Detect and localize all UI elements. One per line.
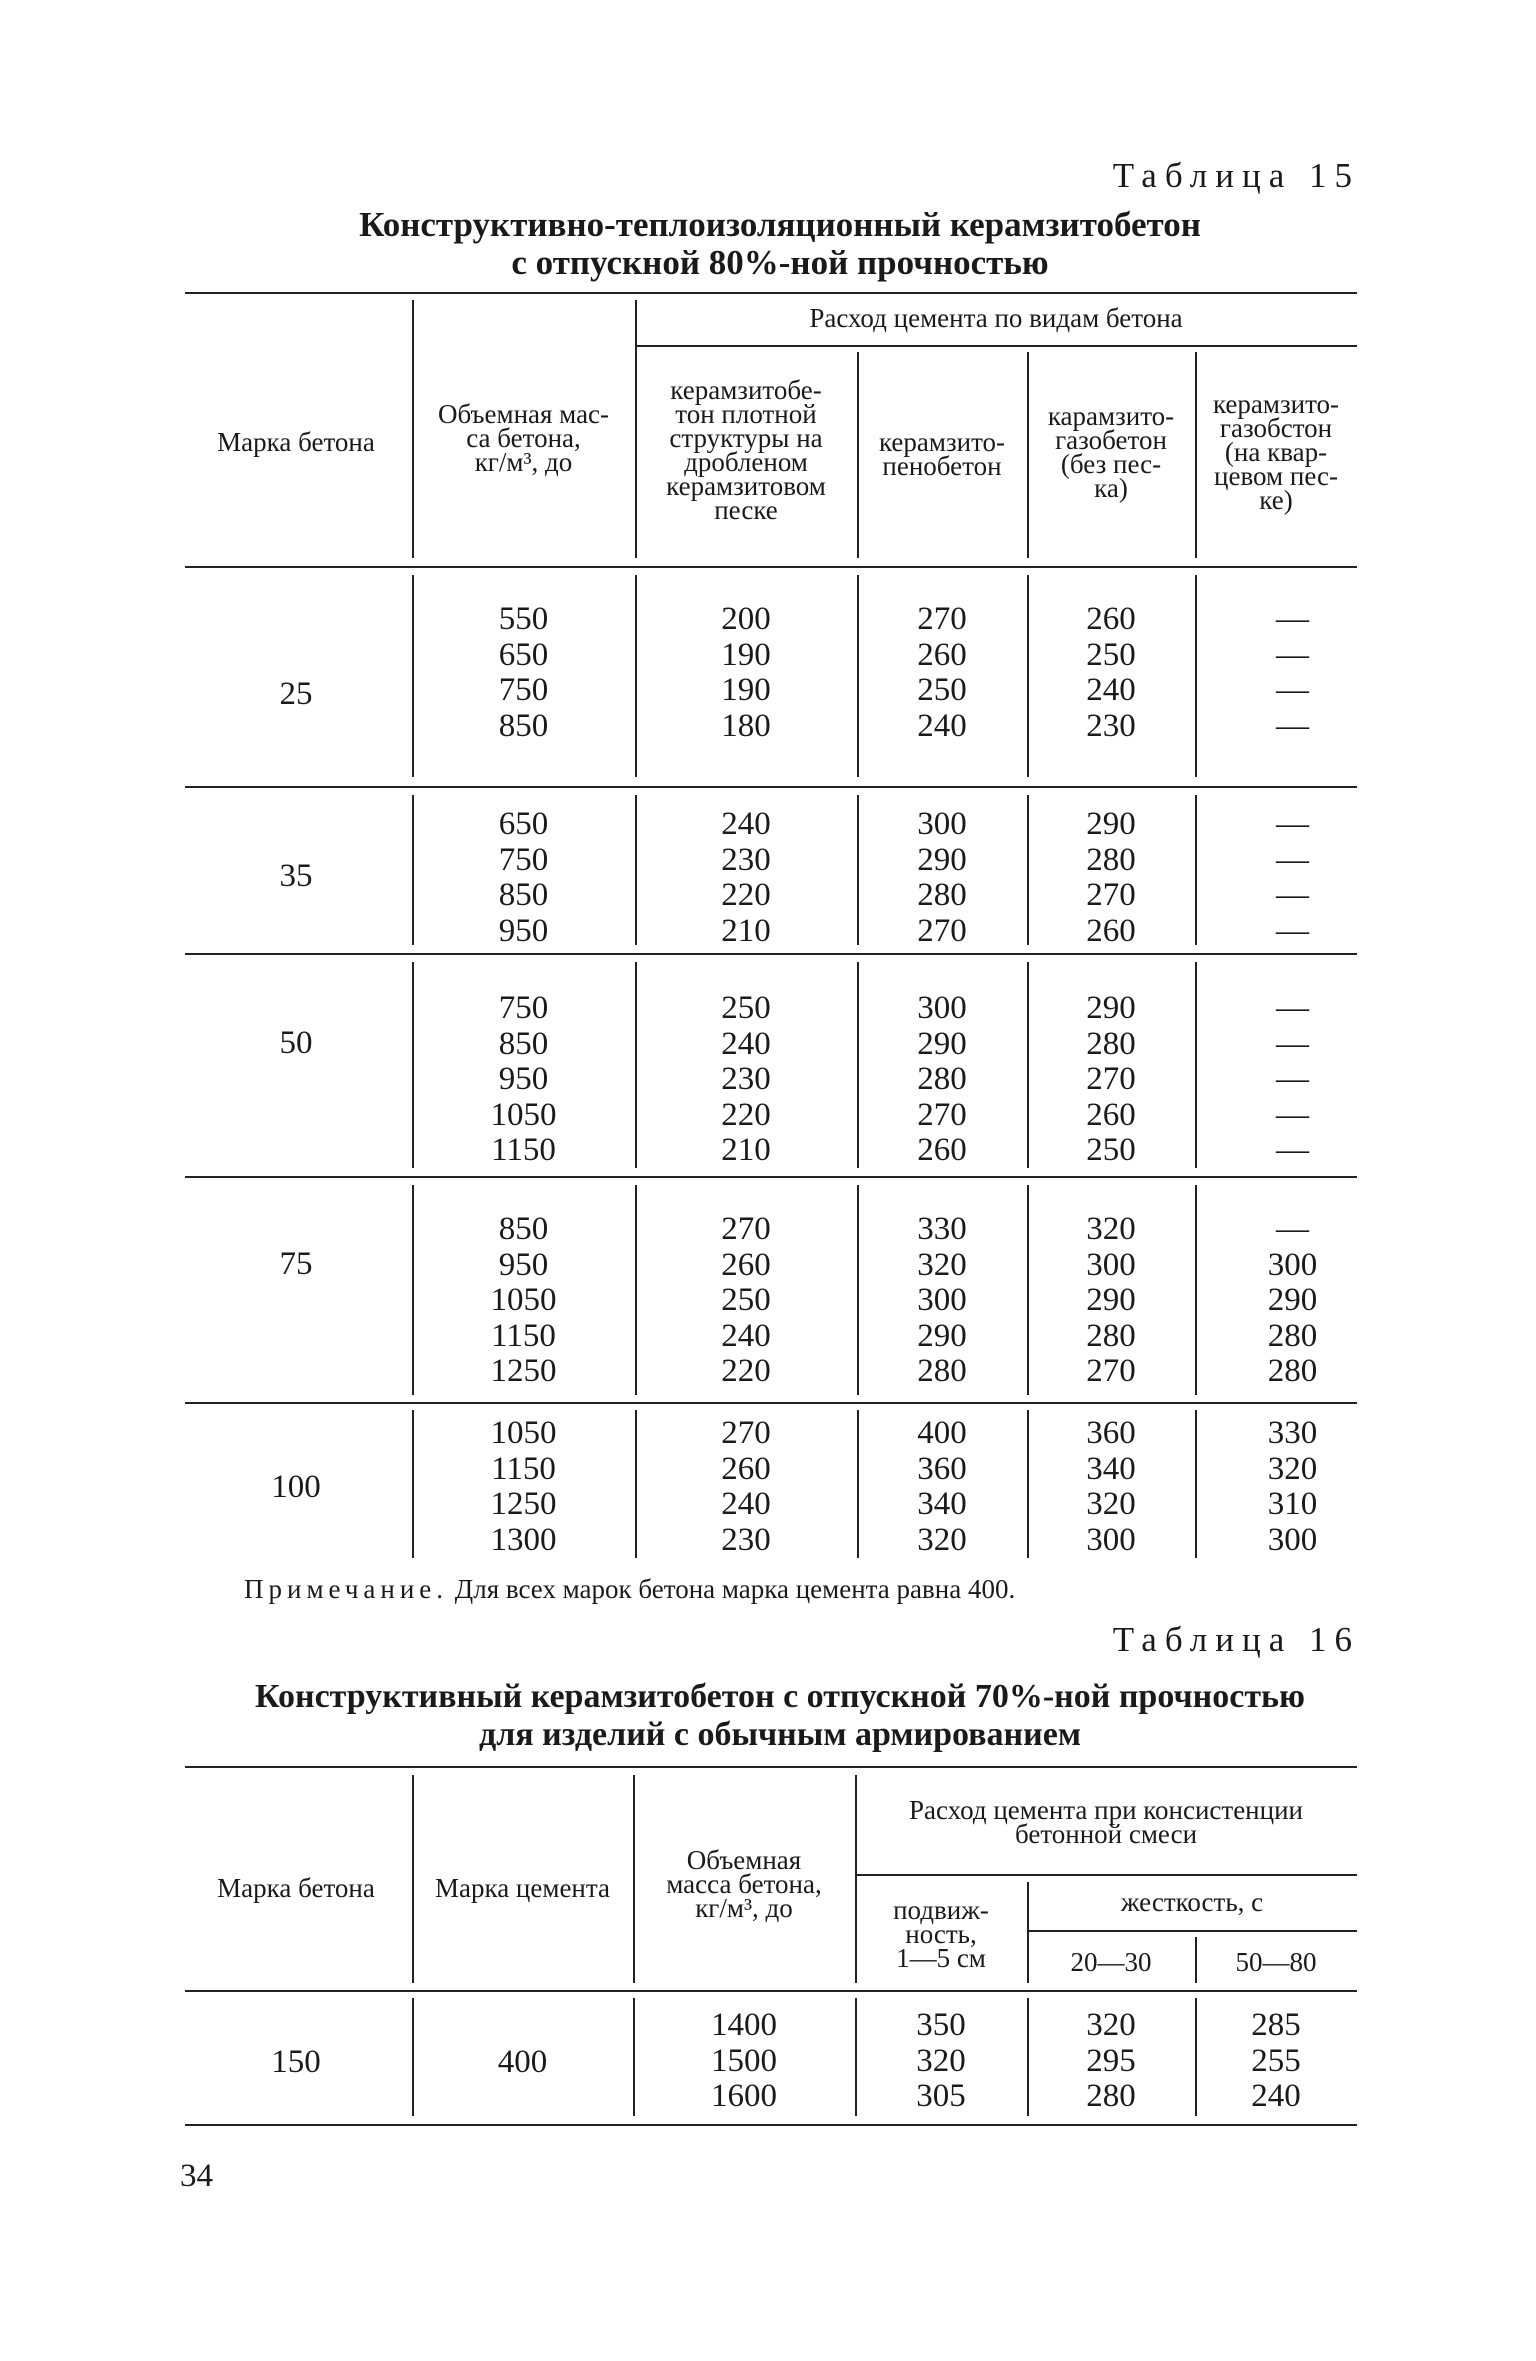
- table-15-header-rule: [185, 566, 1357, 568]
- table-16-header-stiffness-20-30: 20—30: [1070, 1947, 1152, 1977]
- table-15-g50-col-2: 300 290 280 270 260: [917, 990, 967, 1168]
- table-15-header-col-3: карамзито- газобетон (без пес- ка): [1047, 401, 1175, 503]
- table-16-stiffness-50-80: 285 255 240: [1251, 2007, 1301, 2114]
- table-15-g35-col-1: 240 230 220 210: [721, 806, 771, 949]
- table-15-header-col-4: керамзито- газобстон (на квар- цевом пес- ке): [1212, 389, 1340, 515]
- table-15-title-line-2: с отпускной 80%-ной прочностью: [511, 243, 1049, 282]
- table-15-grade-35: 35: [279, 858, 313, 894]
- table-15-g75-col-1: 270 260 250 240 220: [721, 1211, 771, 1389]
- table-15-note: [244, 1574, 1394, 1605]
- table-15-g25-col-1: 200 190 190 180: [721, 601, 771, 744]
- table-16-header-rule: [185, 1990, 1357, 1992]
- table-15-g25-col-4: — — — —: [1276, 601, 1309, 744]
- table-15-label: Таблица 15: [1112, 156, 1360, 195]
- table-15-g35-mass: 650 750 850 950: [498, 806, 549, 949]
- table-15-g100-mass: 1050 1150 1250 1300: [490, 1415, 557, 1558]
- table-15-header-mass: Объемная мас- са бетона, кг/м³, до: [437, 399, 610, 477]
- table-15-g50-mass: 750 850 950 1050 1150: [490, 990, 557, 1168]
- table-15-top-rule: [185, 292, 1357, 294]
- table-15-header-col-1: керамзитобе- тон плотной структуры на дробленом керамзитовом песке: [666, 375, 826, 525]
- table-16-header-mobility: подвиж- ность, 1—5 см: [893, 1895, 989, 1973]
- table-15-group-1-rule: [185, 786, 1357, 788]
- table-16-title-line-2: для изделий с обычным армированием: [479, 1716, 1081, 1753]
- table-15-g25-mass: 550 650 750 850: [498, 601, 549, 744]
- table-16-group-rule: [855, 1874, 1357, 1876]
- table-15-header-grade: Марка бетона: [217, 427, 375, 457]
- table-16-stiffness-20-30: 320 295 280: [1086, 2007, 1136, 2114]
- table-15-g75-mass: 850 950 1050 1150 1250: [490, 1211, 557, 1389]
- table-15-group-4-rule: [185, 1402, 1357, 1404]
- table-15-g100-col-2: 400 360 340 320: [917, 1415, 967, 1558]
- table-16-stiffness-rule: [1027, 1930, 1357, 1932]
- table-15-g35-col-2: 300 290 280 270: [917, 806, 967, 949]
- table-15-g75-col-3: 320 300 290 280 270: [1086, 1211, 1136, 1389]
- table-16-header-cement: Марка цемента: [435, 1873, 610, 1903]
- table-16-header-mass: Объемная масса бетона, кг/м³, до: [666, 1845, 822, 1923]
- table-16-label: Таблица 16: [1112, 1620, 1360, 1659]
- table-15-group-rule: [635, 345, 1357, 347]
- table-16-cement-400: 400: [497, 2044, 548, 2080]
- table-15-header-group: Расход цемента по видам бетона: [809, 303, 1183, 333]
- table-16-mass: 1400 1500 1600: [711, 2007, 777, 2114]
- table-15-g50-col-3: 290 280 270 260 250: [1086, 990, 1136, 1168]
- table-16-header-stiffness-50-80: 50—80: [1235, 1947, 1317, 1977]
- note-text: Для всех марок бетона марка цемента равна 400.: [448, 1574, 1016, 1604]
- table-15-g50-col-4: — — — — —: [1276, 990, 1309, 1168]
- table-15-g35-col-3: 290 280 270 260: [1086, 806, 1136, 949]
- table-15-g75-col-2: 330 320 300 290 280: [917, 1211, 967, 1389]
- table-15-g75-col-4: — 300 290 280 280: [1267, 1211, 1318, 1389]
- table-15-group-3-rule: [185, 1176, 1357, 1178]
- table-15-group-2-rule: [185, 953, 1357, 955]
- table-16-bottom-rule: [185, 2124, 1357, 2126]
- table-16-title-line-1: Конструктивный керамзитобетон с отпускной 70%-ной прочностью: [255, 1678, 1305, 1715]
- table-15-grade-100: 100: [271, 1469, 321, 1505]
- table-16-grade-150: 150: [271, 2044, 321, 2080]
- table-15-g35-col-4: — — — —: [1276, 806, 1309, 949]
- table-15-title-line-1: Конструктивно-теплоизоляционный керамзитобетон: [359, 205, 1201, 244]
- table-15-g100-col-1: 270 260 240 230: [721, 1415, 771, 1558]
- table-15-grade-75: 75: [279, 1246, 313, 1282]
- table-15-header-col-2: керамзито- пенобетон: [878, 427, 1006, 481]
- table-15-g100-col-4: 330 320 310 300: [1267, 1415, 1318, 1558]
- page-number: 34: [180, 2158, 213, 2194]
- table-15-g50-col-1: 250 240 230 220 210: [721, 990, 771, 1168]
- table-16-top-rule: [185, 1766, 1357, 1768]
- table-16-header-grade: Марка бетона: [217, 1873, 375, 1903]
- table-15-g100-col-3: 360 340 320 300: [1086, 1415, 1136, 1558]
- table-16-header-group: Расход цемента при консистенции бетонной смеси: [909, 1795, 1303, 1849]
- table-15-grade-25: 25: [279, 676, 313, 712]
- note-label: Примечание.: [244, 1574, 449, 1604]
- table-16-header-stiffness: жесткость, с: [1120, 1887, 1264, 1917]
- table-15-g25-col-3: 260 250 240 230: [1086, 601, 1136, 744]
- table-15-g25-col-2: 270 260 250 240: [917, 601, 967, 744]
- table-16-mobility: 350 320 305: [916, 2007, 966, 2114]
- table-15-grade-50: 50: [279, 1025, 313, 1061]
